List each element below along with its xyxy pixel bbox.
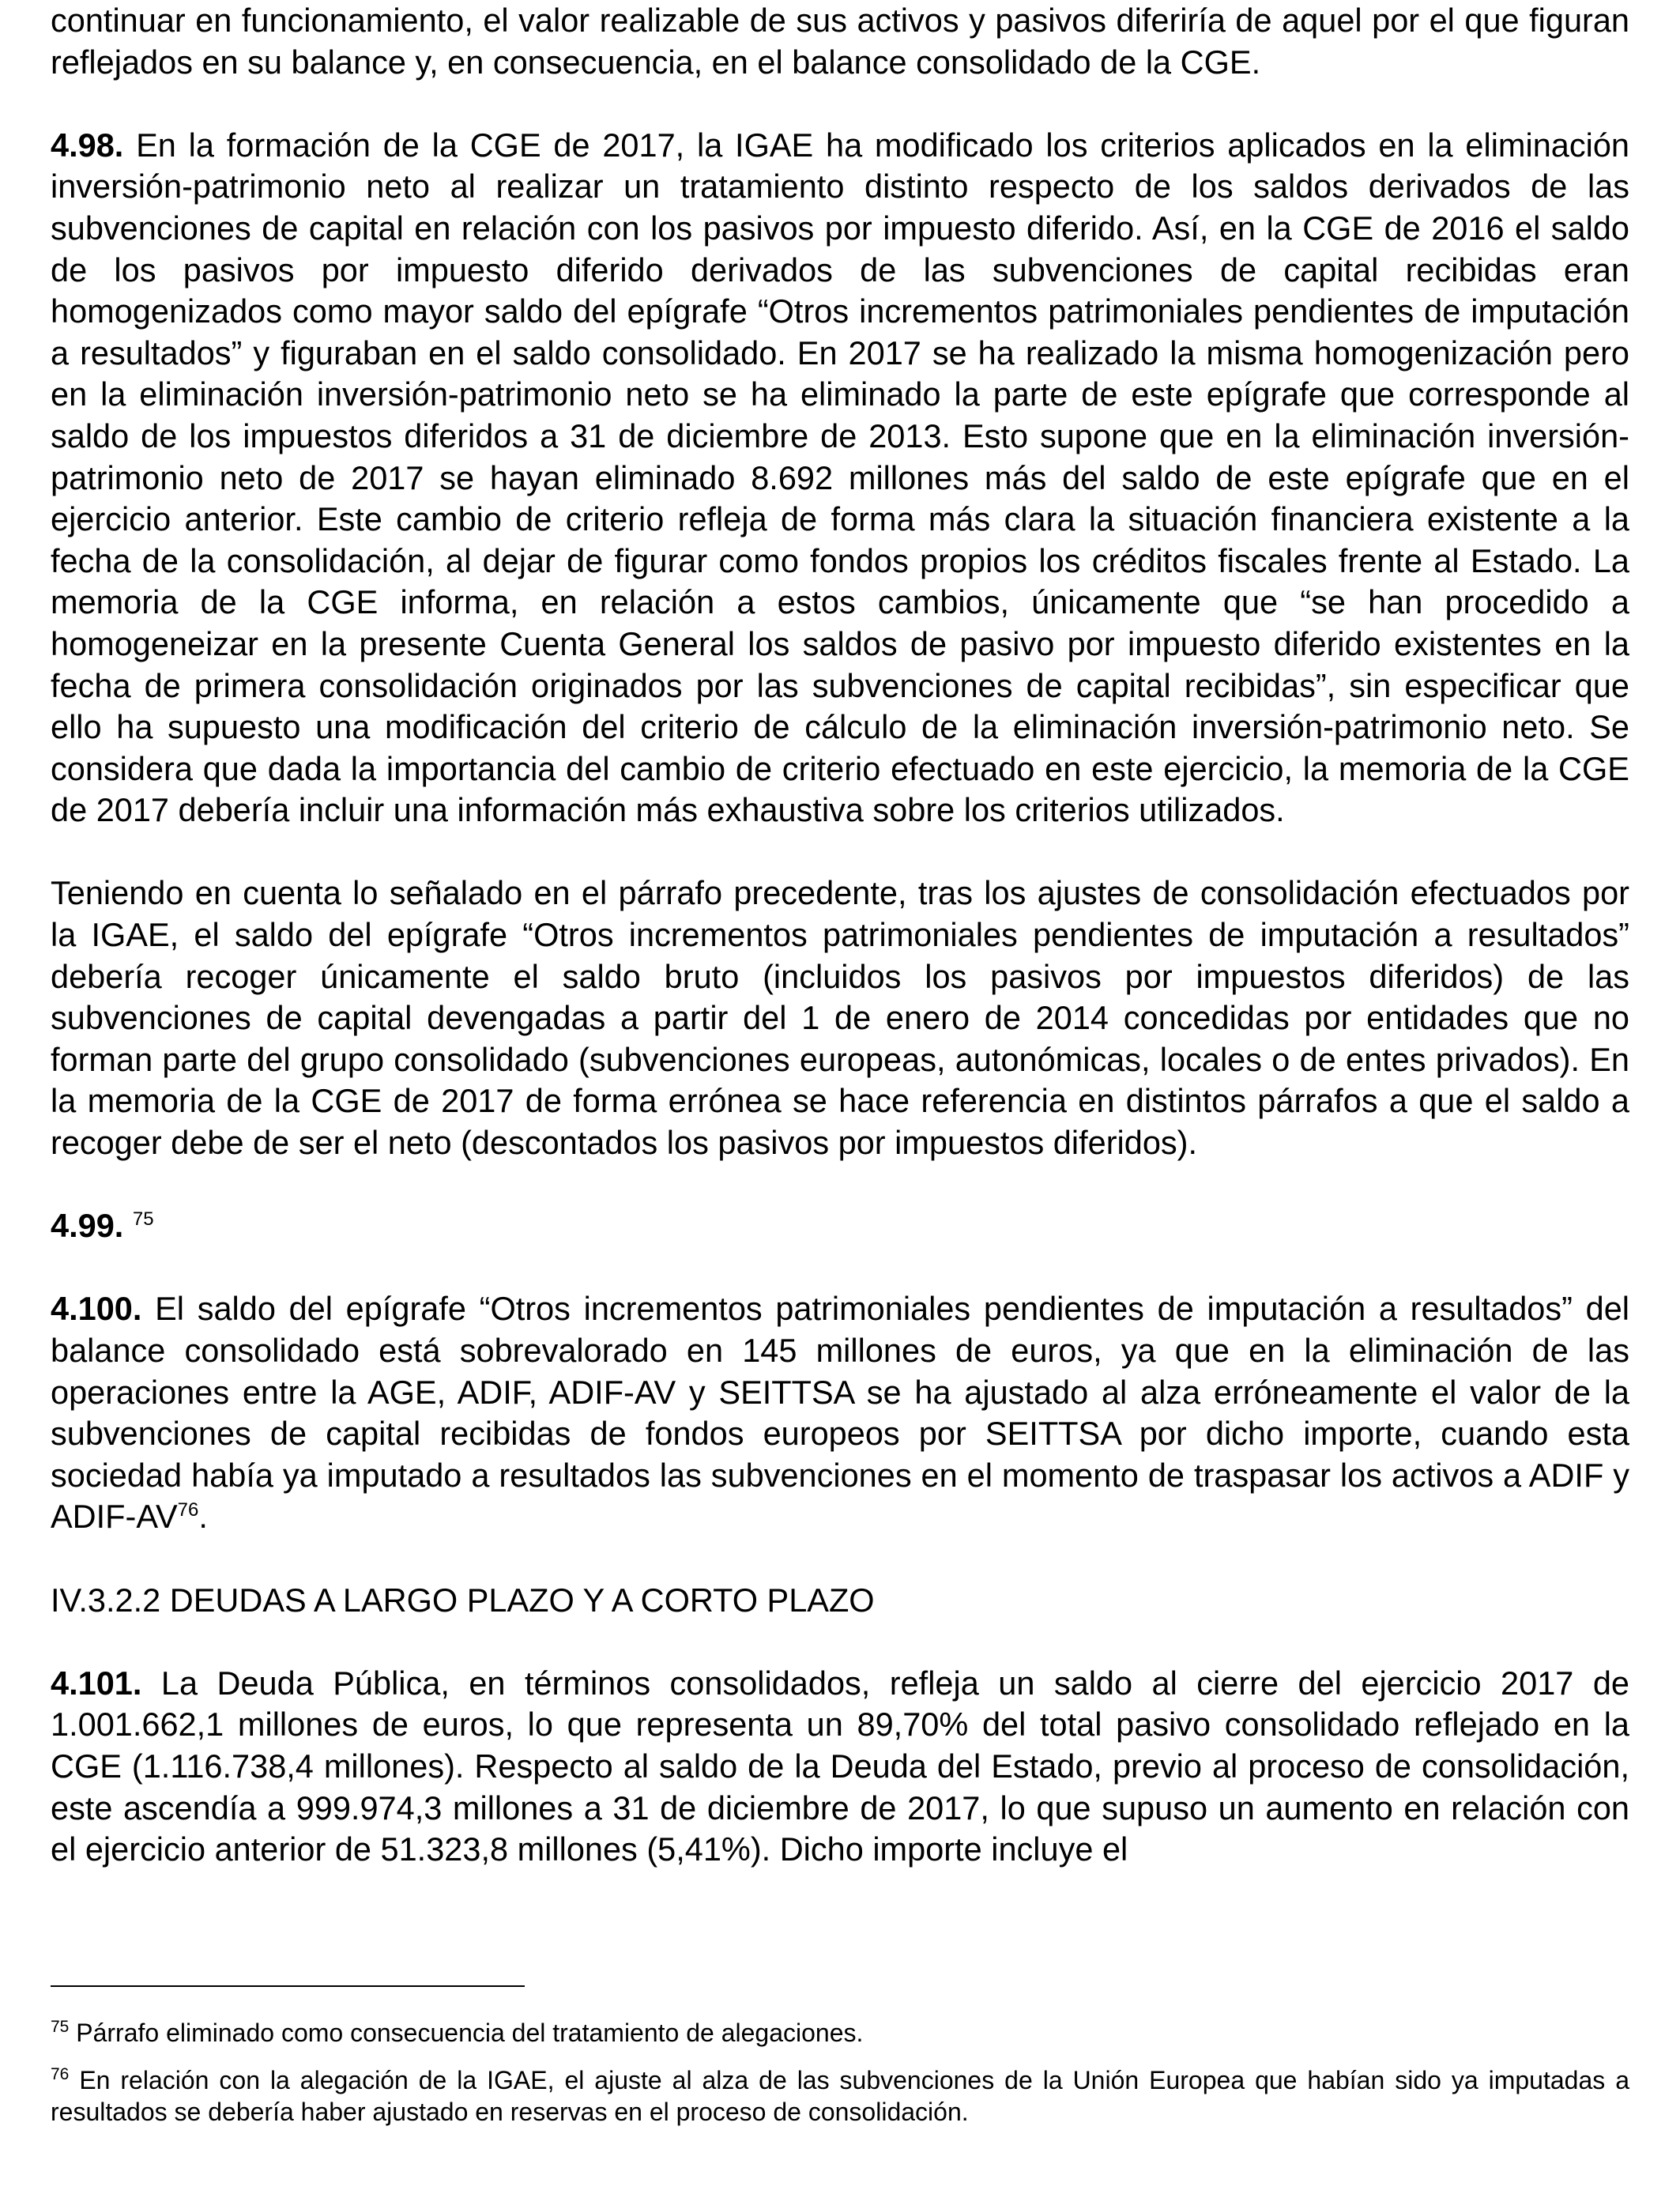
footnote-reference[interactable]: 76 [177, 1499, 199, 1521]
paragraph-number: 4.98. [51, 126, 124, 164]
document-body [51, 0, 1629, 1871]
paragraph-gap [51, 1164, 1629, 1206]
footnote-marker: 76 [51, 2065, 70, 2083]
paragraph-text: En la formación de la CGE de 2017, la IGAE ha modificado los criterios aplicados en la eliminación inversión-patrimonio neto al realizar un tratamiento distinto respecto de los saldos derivados de las subvenciones de capital en relación con los pasivos por impuesto diferido. Así, en la CGE de 2016 el saldo de los pasivos por impuesto diferido derivados de las subvenciones de capital recibidas eran homogenizados como mayor saldo del epígrafe “Otros incrementos patrimoniales pendientes de imputación a resultados” y figuraban en el saldo consolidado. En 2017 se ha realizado la misma homogenización pero en la eliminación inversión-patrimonio neto se ha eliminado la parte de este epígrafe que corresponde al saldo de los impuestos diferidos a 31 de diciembre de 2013. Esto supone que en la eliminación inversión-patrimonio neto de 2017 se hayan eliminado 8.692 millones más del saldo de este epígrafe que en el ejercicio anterior. Este cambio de criterio refleja de forma más clara la situación financiera existente a la fecha de la consolidación, al dejar de figurar como fondos propios los créditos fiscales frente al Estado. La memoria de la CGE informa, en relación a estos cambios, únicamente que “se han procedido a homogeneizar en la presente Cuenta General los saldos de pasivo por impuesto diferido existentes en la fecha de primera consolidación originados por las subvenciones de capital recibidas”, sin especificar que ello ha supuesto una modificación del criterio de cálculo de la eliminación inversión-patrimonio neto. Se considera que dada la importancia del cambio de criterio efectuado en este ejercicio, la memoria de la CGE de 2017 debería incluir una información más exhaustiva sobre los criterios utilizados. [51, 126, 1630, 829]
paragraph-gap [51, 831, 1629, 873]
paragraph-text: El saldo del epígrafe “Otros incrementos patrimoniales pendientes de imputación a resultados” del balance consolidado está sobrevalorado en 145 millones de euros, ya que en la eliminación de las operaciones entre la AGE, ADIF, ADIF-AV y SEITTSA se ha ajustado al alza erróneamente el valor de la subvenciones de capital recibidas de fondos europeos por SEITTSA por dicho importe, cuando esta sociedad había ya imputado a resultados las subvenciones en el momento de traspasar los activos a ADIF y ADIF-AV [51, 1290, 1630, 1536]
paragraph-gap [51, 1621, 1629, 1663]
paragraph-tail: . [198, 1498, 208, 1536]
footnotes-section [51, 1985, 1629, 2143]
paragraph-gap [51, 1538, 1629, 1580]
footnote-75 [51, 2017, 1629, 2049]
footnote-divider [51, 1985, 525, 1987]
footnote-text: En relación con la alegación de la IGAE, el ajuste al alza de las subvenciones de la Unión Europea que habían sido ya imputadas a resultados se debería haber ajustado en reservas en el proceso de consolidación. [51, 2066, 1630, 2126]
paragraph-4-101 [51, 1663, 1629, 1871]
paragraph-gap [51, 1247, 1629, 1289]
paragraph-gap [51, 83, 1629, 125]
paragraph-number: 4.101. [51, 1664, 142, 1702]
paragraph-number: 4.100. [51, 1290, 142, 1328]
paragraph-4-98 [51, 125, 1629, 831]
paragraph-4-99 [51, 1205, 1629, 1247]
section-heading: IV.3.2.2 DEUDAS A LARGO PLAZO Y A CORTO PLAZO [51, 1581, 875, 1619]
footnote-76 [51, 2064, 1629, 2128]
intro-paragraph: continuar en funcionamiento, el valor realizable de sus activos y pasivos diferiría de aquel por el que figuran reflejados en su balance y, en consecuencia, en el balance consolidado de la CGE. [51, 2, 1629, 81]
footnote-text: Párrafo eliminado como consecuencia del tratamiento de alegaciones. [76, 2019, 864, 2047]
footnote-marker: 75 [51, 2018, 70, 2036]
paragraph-continuation: Teniendo en cuenta lo señalado en el párrafo precedente, tras los ajustes de consolidación efectuados por la IGAE, el saldo del epígrafe “Otros incrementos patrimoniales pendientes de imputación a resultados” debería recoger únicamente el saldo bruto (incluidos los pasivos por impuestos diferidos) de las subvenciones de capital devengadas a partir del 1 de enero de 2014 concedidas por entidades que no forman parte del grupo consolidado (subvenciones europeas, autonómicas, locales o de entes privados). En la memoria de la CGE de 2017 de forma errónea se hace referencia en distintos párrafos a que el saldo a recoger debe de ser el neto (descontados los pasivos por impuestos diferidos). [51, 874, 1629, 1162]
paragraph-text: La Deuda Pública, en términos consolidados, refleja un saldo al cierre del ejercicio 2017 de 1.001.662,1 millones de euros, lo que representa un 89,70% del total pasivo consolidado reflejado en la CGE (1.116.738,4 millones). Respecto al saldo de la Deuda del Estado, previo al proceso de consolidación, este ascendía a 999.974,3 millones a 31 de diciembre de 2017, lo que supuso un aumento en relación con el ejercicio anterior de 51.323,8 millones (5,41%). Dicho importe incluye el [51, 1664, 1629, 1868]
paragraph-4-100 [51, 1288, 1629, 1538]
paragraph-number: 4.99. [51, 1207, 124, 1245]
footnote-reference[interactable]: 75 [132, 1208, 154, 1231]
